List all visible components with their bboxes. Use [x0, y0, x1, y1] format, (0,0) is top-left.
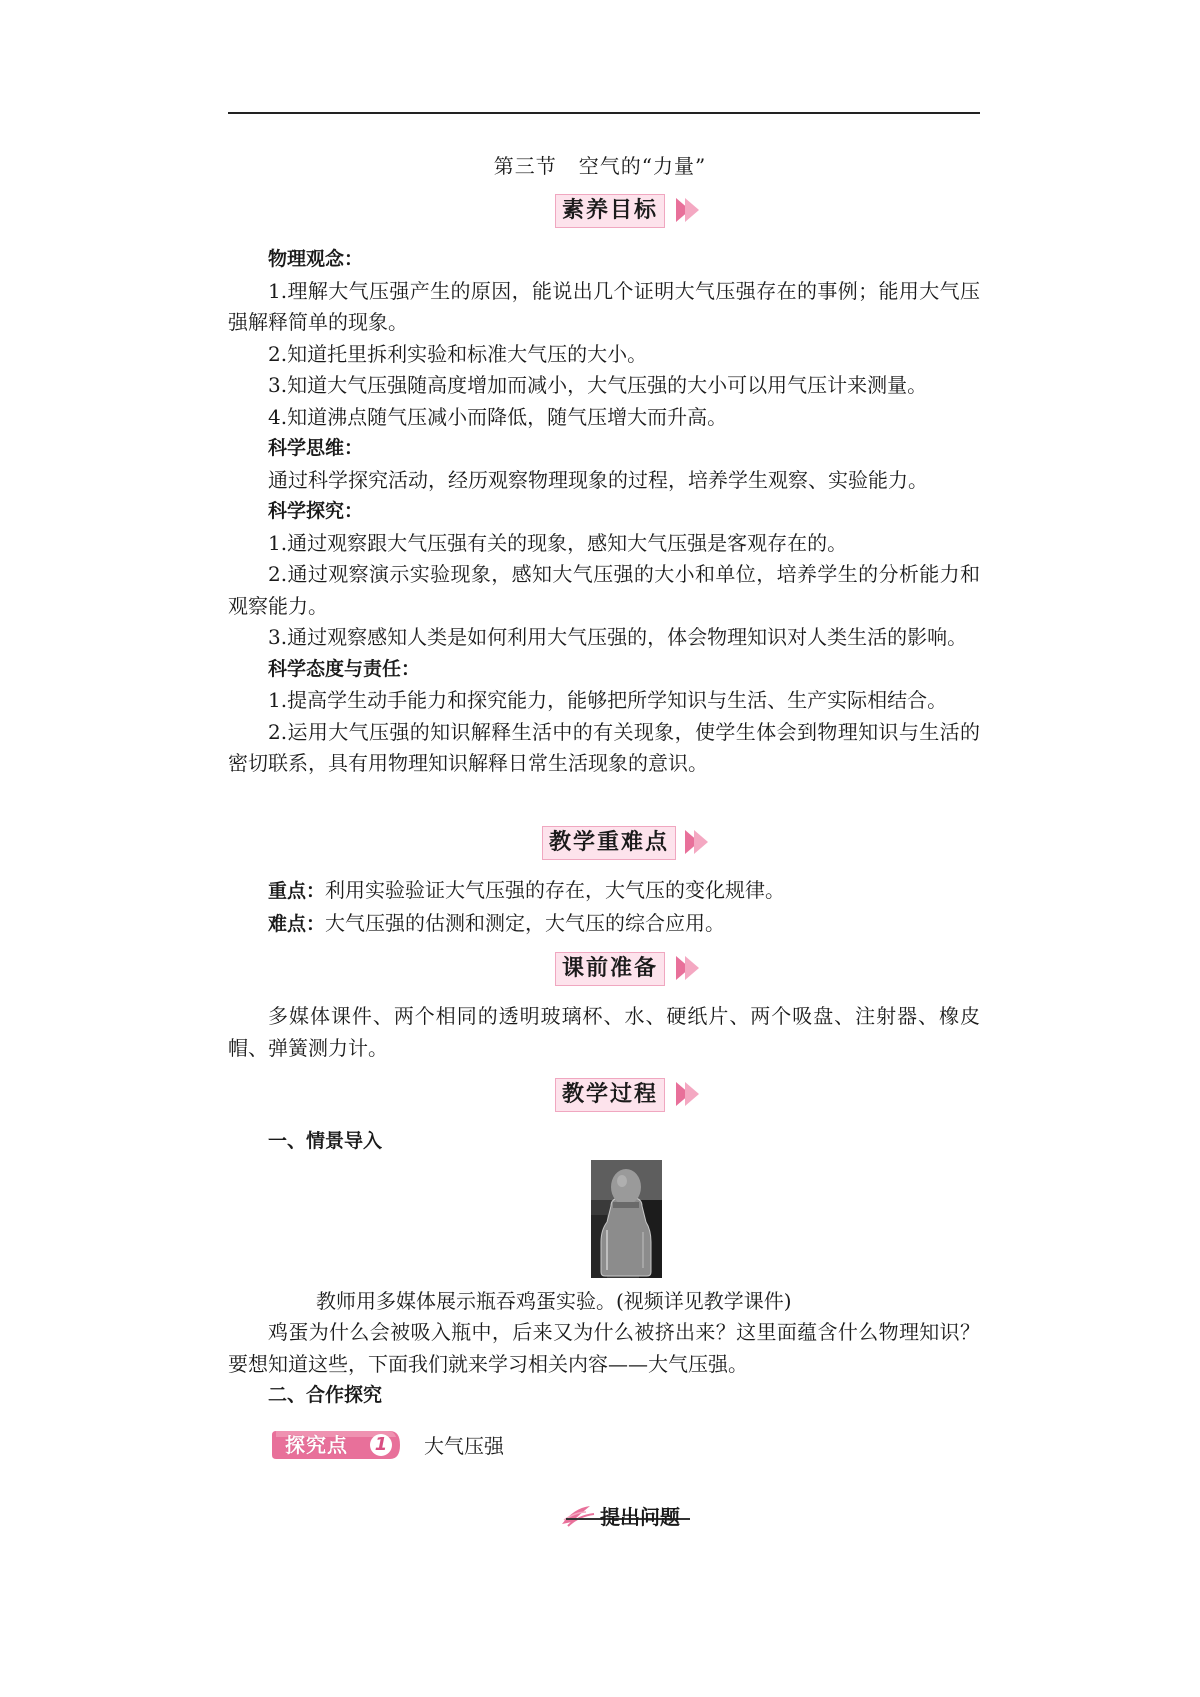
goal-item: 2.通过观察演示实验现象，感知大气压强的大小和单位，培养学生的分析能力和观察能力。	[228, 562, 980, 618]
preparation-text: 多媒体课件、两个相同的透明玻璃杯、水、硬纸片、两个吸盘、注射器、橡皮帽、弹簧测力计。	[228, 1004, 980, 1060]
egg-bottle-photo	[591, 1160, 662, 1278]
chevron-right-icon	[685, 198, 699, 222]
banner-preparation	[555, 952, 665, 984]
intro-section	[228, 1317, 980, 1412]
banner-goals	[555, 194, 665, 226]
banner-preparation-label: 课前准备	[555, 952, 665, 986]
goals-section	[228, 244, 980, 780]
focus-label: 重点：	[268, 880, 326, 902]
attitude-heading: 科学态度与责任：	[268, 657, 421, 680]
focus-text: 利用实验验证大气压强的存在，大气压的变化规律。	[325, 878, 786, 902]
difficulty-line	[228, 908, 980, 941]
explore-tag-number: 1	[370, 1434, 392, 1456]
banner-goals-label: 素养目标	[555, 194, 665, 228]
goal-item: 2.知道托里拆利实验和标准大气压的大小。	[268, 341, 648, 366]
banner-process	[555, 1078, 665, 1110]
physics-concept-heading: 物理观念：	[268, 248, 364, 270]
header-rule	[228, 112, 980, 114]
goal-item: 4.知道沸点随气压减小而降低，随气压增大而升高。	[268, 404, 728, 429]
key-points-section	[228, 875, 980, 940]
photo-caption: 教师用多媒体展示瓶吞鸡蛋实验。(视频详见教学课件)	[316, 1289, 792, 1313]
title-name: 空气的“力量”	[578, 154, 707, 178]
chevron-right-icon	[694, 830, 708, 854]
goal-item: 2.运用大气压强的知识解释生活中的有关现象，使学生体会到物理知识与生活的密切联系，具有用物理知识解释日常生活现象的意识。	[228, 719, 980, 775]
goal-item: 1.提高学生动手能力和探究能力，能够把所学知识与生活、生产实际相结合。	[268, 688, 948, 712]
page-title	[0, 150, 1200, 179]
section2-heading: 二、合作探究	[268, 1384, 383, 1406]
chevron-right-icon	[685, 1082, 699, 1106]
goal-item: 通过科学探究活动，经历观察物理现象的过程，培养学生观察、实验能力。	[268, 467, 928, 492]
ask-question-label: 提出问题	[600, 1505, 680, 1529]
banner-process-label: 教学过程	[555, 1078, 665, 1112]
goal-item: 3.知道大气压强随高度增加而减小，大气压强的大小可以用气压计来测量。	[268, 373, 928, 397]
intro-text: 鸡蛋为什么会被吸入瓶中，后来又为什么被挤出来？这里面蕴含什么物理知识？要想知道这些，下面我们就来学习相关内容——大气压强。	[228, 1320, 980, 1376]
preparation-section	[228, 1001, 980, 1064]
goal-item: 1.通过观察跟大气压强有关的现象，感知大气压强是客观存在的。	[268, 530, 848, 555]
goal-item: 3.通过观察感知人类是如何利用大气压强的，体会物理知识对人类生活的影响。	[268, 625, 968, 649]
focus-line	[228, 875, 980, 908]
explore-tag-label: 探究点	[285, 1433, 348, 1457]
pen-stroke-icon	[560, 1500, 600, 1530]
section1-heading: 一、情景导入	[268, 1130, 383, 1152]
difficulty-label: 难点：	[268, 912, 326, 935]
goal-item: 1.理解大气压强产生的原因，能说出几个证明大气压强存在的事例；能用大气压强解释简单的现象。	[228, 278, 980, 334]
scientific-inquiry-heading: 科学探究：	[268, 500, 364, 522]
chevron-right-icon	[685, 956, 699, 980]
scientific-thinking-heading: 科学思维：	[268, 437, 364, 459]
section1-heading-wrap	[228, 1126, 980, 1158]
banner-key-points-label: 教学重难点	[542, 826, 676, 860]
banner-key-points	[542, 826, 676, 858]
title-section: 第三节	[493, 154, 557, 178]
explore-topic: 大气压强	[424, 1434, 504, 1458]
difficulty-text: 大气压强的估测和测定，大气压的综合应用。	[325, 910, 726, 935]
